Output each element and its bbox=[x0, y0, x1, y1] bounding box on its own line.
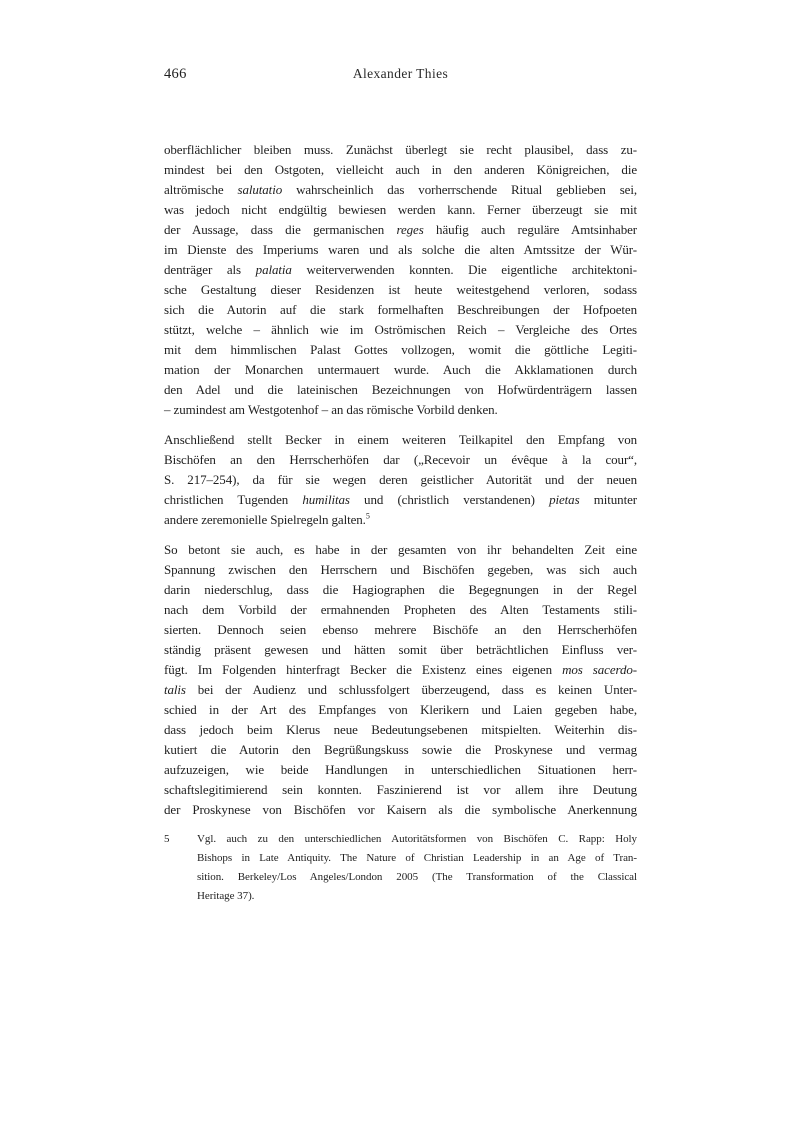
text-line: sich die Autorin auf die stark formelhaften Beschreibungen der Hofpoeten bbox=[164, 302, 637, 317]
text-line: was jedoch nicht endgültig bewiesen werden kann. Ferner überzeugt sie mit bbox=[164, 202, 637, 217]
text-line: Anschließend stellt Becker in einem weiteren Teilkapitel den Empfang von bbox=[164, 432, 637, 447]
text-line: denträger als palatia weiterverwenden konnten. Die eigentliche architektoni- bbox=[164, 262, 638, 277]
text-line: Bischöfen an den Herrscherhöfen dar („Recevoir un évêque à la cour“, bbox=[164, 452, 637, 467]
footnote-line: Vgl. auch zu den unterschiedlichen Autoritätsformen von Bischöfen C. Rapp: Holy bbox=[197, 833, 637, 845]
text-line-with-footnote-ref: andere zeremonielle Spielregeln galten.$^5$ bbox=[164, 511, 370, 527]
footnote-text bbox=[197, 830, 637, 906]
footnote-line: Heritage 37). bbox=[197, 890, 255, 902]
text-line: S. 217–254), da für sie wegen deren geistlicher Autorität und der neuen bbox=[164, 472, 637, 487]
footnote-number: 5 bbox=[164, 833, 170, 845]
text-line: mation der Monarchen untermauert wurde. Auch die Akklamationen durch bbox=[164, 362, 637, 377]
text-line: der Aussage, dass die germanischen reges häufig auch reguläre Amtsinhaber bbox=[164, 222, 638, 237]
text-line: dass jedoch beim Klerus neue Bedeutungsebenen mitspielten. Weiterhin dis- bbox=[164, 722, 637, 737]
paragraph-3 bbox=[164, 540, 637, 820]
text-line: mindest bei den Ostgoten, vielleicht auch in den anderen Königreichen, die bbox=[164, 162, 637, 177]
text-line: christlichen Tugenden humilitas und (christlich verstandenen) pietas mitunter bbox=[164, 492, 637, 507]
footnote-5 bbox=[164, 830, 637, 906]
text-line: So betont sie auch, es habe in der gesamten von ihr behandelten Zeit eine bbox=[164, 542, 637, 557]
running-header bbox=[164, 66, 637, 84]
footnote-line: Bishops in Late Antiquity. The Nature of Christian Leadership in an Age of Tran- bbox=[197, 852, 637, 864]
text-line: kutiert die Autorin den Begrüßungskuss sowie die Proskynese und vermag bbox=[164, 742, 637, 757]
text-line: sierten. Dennoch seien ebenso mehrere Bischöfe an den Herrscherhöfen bbox=[164, 622, 637, 637]
text-line: der Proskynese von Bischöfen vor Kaisern als die symbolische Anerkennung bbox=[164, 802, 637, 817]
text-line: – zumindest am Westgotenhof – an das römische Vorbild denken. bbox=[164, 402, 498, 417]
text-line: talis bei der Audienz und schlussfolgert überzeugend, dass es keinen Unter- bbox=[164, 682, 637, 697]
text-line: schaftslegitimierend sein konnten. Faszinierend ist vor allem ihre Deutung bbox=[164, 782, 637, 797]
text-line: mit dem himmlischen Palast Gottes vollzogen, womit die göttliche Legiti- bbox=[164, 342, 637, 357]
text-line: ständig präsent gewesen und hätten somit über beträchtlichen Einfluss ver- bbox=[164, 642, 637, 657]
text-line: darin niederschlug, dass die Hagiographen die Begegnungen in der Regel bbox=[164, 582, 637, 597]
text-line: den Adel und die lateinischen Bezeichnungen von Hofwürdenträgern lassen bbox=[164, 382, 637, 397]
text-line: oberflächlicher bleiben muss. Zunächst überlegt sie recht plausibel, dass zu- bbox=[164, 142, 637, 157]
text-line: im Dienste des Imperiums waren und als solche die alten Amtssitze der Wür- bbox=[164, 242, 637, 257]
text-line: sche Gestaltung dieser Residenzen ist heute weitestgehend verloren, sodass bbox=[164, 282, 637, 297]
body-text bbox=[164, 140, 637, 830]
footnote-line: sition. Berkeley/Los Angeles/London 2005 (The Transformation of the Classical bbox=[197, 871, 637, 883]
text-line: aufzuzeigen, wie beide Handlungen in unterschiedlichen Situationen herr- bbox=[164, 762, 637, 777]
text-line: altrömische salutatio wahrscheinlich das vorherrschende Ritual geblieben sei, bbox=[164, 182, 637, 197]
text-line: fügt. Im Folgenden hinterfragt Becker die Existenz eines eigenen mos sacerdo- bbox=[164, 662, 637, 677]
paragraph-2 bbox=[164, 430, 637, 530]
paragraph-1 bbox=[164, 140, 637, 420]
running-head-author: Alexander Thies bbox=[352, 66, 449, 81]
text-line: nach dem Vorbild der ermahnenden Propheten des Alten Testaments stili- bbox=[164, 602, 637, 617]
text-line: schied in der Art des Empfanges von Klerikern und Laien gegeben habe, bbox=[164, 702, 637, 717]
text-line: stützt, welche – ähnlich wie im Oströmischen Reich – Vergleiche des Ortes bbox=[164, 322, 637, 337]
page-number: 466 bbox=[164, 66, 187, 82]
text-line: Spannung zwischen den Herrschern und Bischöfen gegeben, was sich auch bbox=[164, 562, 637, 577]
